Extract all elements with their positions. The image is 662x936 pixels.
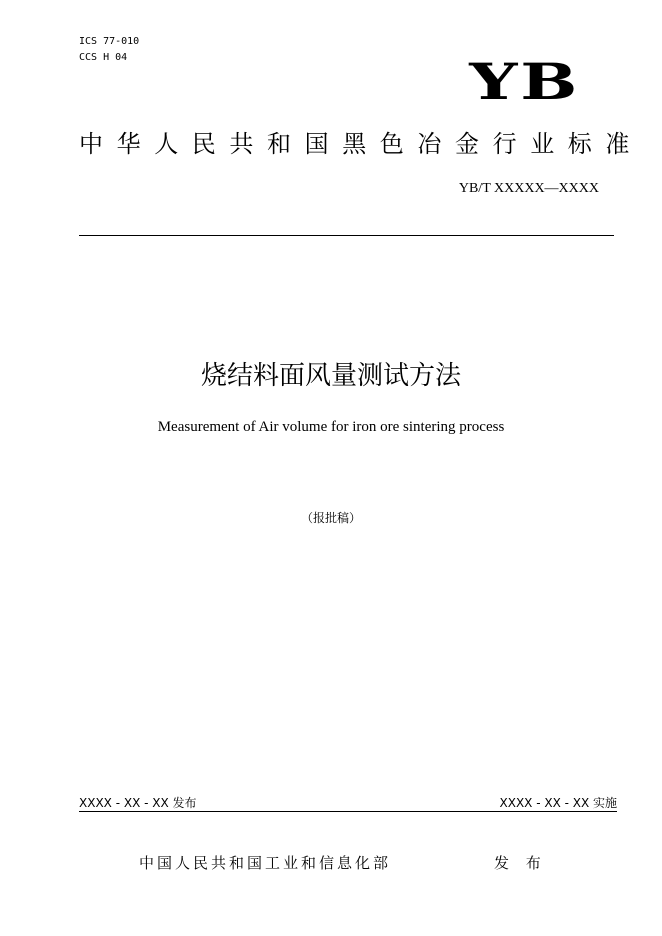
implement-date: XXXX - XX - XX 实施 (499, 796, 617, 810)
draft-status: （报批稿） (300, 511, 361, 525)
publish-date: XXXX - XX - XX 发布 (79, 796, 197, 810)
document-title: 烧结料面风量测试方法 (200, 361, 461, 391)
standard-name: 中华人民共和国黑色冶金行业标准 (79, 130, 643, 158)
yb-logo: YB (469, 52, 580, 111)
ics-code: ICS 77-010 (79, 36, 140, 47)
ccs-code: CCS H 04 (79, 52, 128, 63)
document-title-english: Measurement of Air volume for iron ore sintering process (157, 419, 505, 435)
issuing-authority: 中国人民共和国工业和信息化部 (139, 854, 392, 872)
standard-code: YB/T XXXXX—XXXX (458, 181, 599, 196)
footer-divider (79, 811, 617, 812)
header-divider (79, 235, 614, 236)
classification-codes (79, 34, 139, 66)
issue-label: 发 布 (494, 854, 547, 872)
